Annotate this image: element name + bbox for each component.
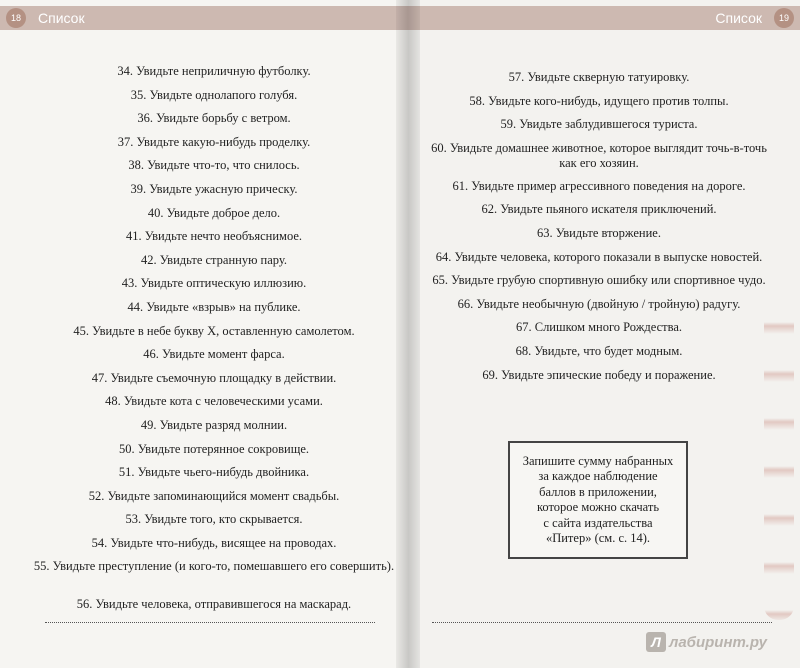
list-item: 40. Увидьте доброе дело. — [147, 205, 281, 220]
list-item: 39. Увидьте ужасную прическу. — [130, 181, 298, 196]
list-item: 36. Увидьте борьбу с ветром. — [137, 111, 291, 126]
left-running-head-title: Список — [38, 10, 85, 26]
book-gutter — [396, 0, 420, 668]
list-item: 64. Увидьте человека, которого показали в выпуске новостей. — [435, 249, 763, 264]
list-item: 69. Увидьте эпические победу и поражение. — [482, 367, 716, 382]
list-item: 42. Увидьте странную пару. — [140, 252, 287, 267]
left-checklist — [0, 64, 408, 621]
right-page — [408, 0, 800, 668]
list-item: 35. Увидьте однолапого голубя. — [130, 87, 298, 102]
list-item: 44. Увидьте «взрыв» на публике. — [127, 299, 301, 314]
list-item: 68. Увидьте, что будет модным. — [515, 343, 683, 358]
left-running-head — [0, 6, 408, 30]
left-page-number: 18 — [6, 8, 26, 28]
labirint-logo-icon: Л — [646, 632, 666, 652]
list-item: 61. Увидьте пример агрессивного поведения на дороге. — [452, 178, 746, 193]
right-page-number: 19 — [774, 8, 794, 28]
list-item: 46. Увидьте момент фарса. — [143, 347, 285, 362]
list-item: 59. Увидьте заблудившегося туриста. — [500, 117, 698, 132]
right-checklist — [408, 70, 800, 391]
list-item: 66. Увидьте необычную (двойную / тройную) радугу. — [457, 296, 741, 311]
list-item: 57. Увидьте скверную татуировку. — [508, 70, 690, 84]
list-item: 47. Увидьте съемочную площадку в действии. — [91, 370, 337, 385]
watermark-text: лабиринт.ру — [669, 633, 767, 651]
list-item: 38. Увидьте что-то, что снилось. — [128, 158, 300, 173]
list-item: 58. Увидьте кого-нибудь, идущего против толпы. — [469, 93, 729, 108]
list-item: 62. Увидьте пьяного искателя приключений. — [481, 202, 717, 217]
list-item: 48. Увидьте кота с человеческими усами. — [105, 394, 323, 409]
list-item: 43. Увидьте оптическую иллюзию. — [121, 276, 307, 291]
list-item: 54. Увидьте что-нибудь, висящее на проводах. — [91, 535, 337, 550]
list-item: 56. Увидьте человека, отправившегося на маскарад. — [76, 597, 352, 612]
page-edge-marks — [764, 300, 794, 620]
list-item: 51. Увидьте чьего-нибудь двойника. — [118, 465, 310, 480]
list-item: 50. Увидьте потерянное сокровище. — [118, 441, 309, 456]
list-item: 53. Увидьте того, кто скрывается. — [125, 512, 303, 527]
list-item: 45. Увидьте в небе букву X, оставленную самолетом. — [73, 323, 355, 338]
list-item: 34. Увидьте неприличную футболку. — [117, 64, 311, 78]
list-item: 63. Увидьте вторжение. — [537, 225, 661, 240]
list-item: 37. Увидьте какую-нибудь проделку. — [117, 134, 311, 149]
right-running-head — [408, 6, 800, 30]
score-notice-box: Запишите сумму набранных за каждое наблюдение баллов в приложении, которое можно скачать с сайта издательства «Питер» (см. с. 14). — [508, 441, 688, 559]
list-item: 67. Слишком много Рождества. — [515, 320, 683, 335]
list-item: 55. Увидьте преступление (и кого-то, помешавшего его совершить). — [33, 559, 395, 574]
watermark-logo — [646, 632, 767, 652]
list-item: 49. Увидьте разряд молнии. — [140, 417, 288, 432]
right-running-head-title: Список — [715, 10, 762, 26]
left-footer-rule — [45, 622, 375, 623]
right-footer-rule — [432, 622, 772, 623]
list-item: 65. Увидьте грубую спортивную ошибку или спортивное чудо. — [432, 273, 766, 288]
list-item: 60. Увидьте домашнее животное, которое выглядит точь-в-точь как его хозяин. — [431, 140, 767, 170]
list-item: 41. Увидьте нечто необъяснимое. — [125, 229, 303, 244]
list-item: 52. Увидьте запоминающийся момент свадьбы. — [88, 488, 340, 503]
